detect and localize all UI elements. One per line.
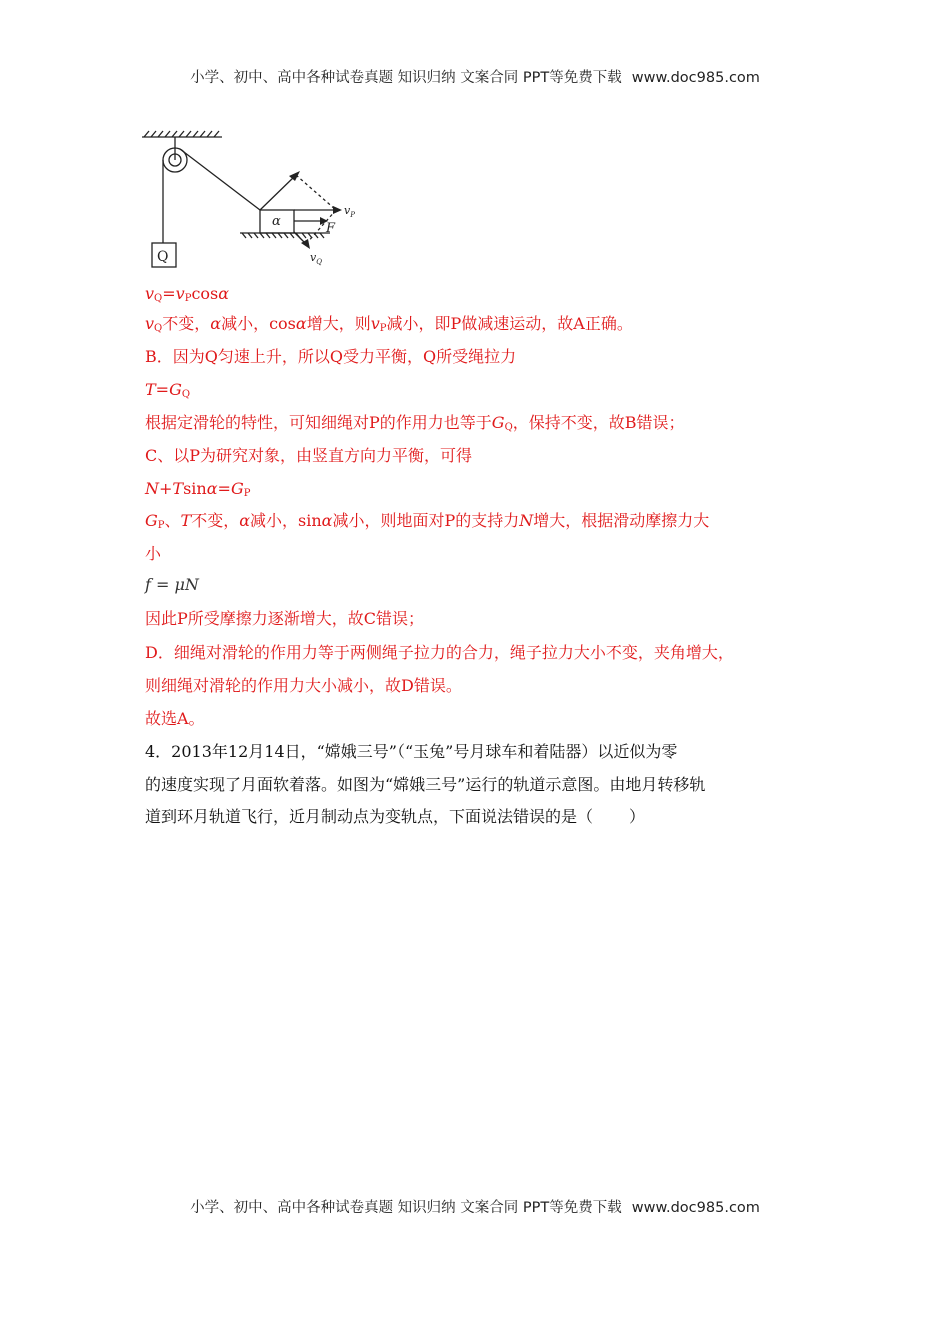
analysis-c-body: $G_P$、T不变，α减小，sinα减小，则地面对P的支持力N增大，根据滑动摩擦力大 <box>145 511 710 531</box>
equation-vq-vp: $v_Q=v_P\cos\alpha$ <box>145 284 230 304</box>
ceiling-hatch <box>144 131 219 137</box>
header-text: 小学、初中、高中各种试卷真题 知识归纳 文案合同 PPT等免费下载 <box>190 70 622 86</box>
page-header <box>0 66 950 87</box>
analysis-d-line1: D．细绳对滑轮的作用力等于两侧绳子拉力的合力，绳子拉力大小不变，夹角增大， <box>145 643 734 662</box>
question-4-line2: 的速度实现了月面软着落。如图为“嫦娥三号”运行的轨道示意图。由地月转移轨 <box>145 775 706 794</box>
analysis-b-conclusion: 根据定滑轮的特性，可知细绳对P的作用力也等于$G_Q$，保持不变，故B错误； <box>145 413 685 433</box>
analysis-c-intro: C、以P为研究对象，由竖直方向力平衡，可得 <box>145 446 473 465</box>
perp-velocity-arrow <box>260 175 296 210</box>
answer-choice: 故选A。 <box>145 709 205 728</box>
label-vp: $v_P$ <box>344 204 355 219</box>
label-q: Q <box>157 249 169 265</box>
label-f: F <box>326 221 336 236</box>
analysis-b-intro: B．因为Q匀速上升，所以Q受力平衡，Q所受绳拉力 <box>145 347 517 366</box>
equation-t-gq: $T=G_Q$ <box>145 380 191 400</box>
dashed-parallel <box>296 175 336 210</box>
equation-friction: f = μN <box>145 575 199 594</box>
question-4-line1: 4．2013年12月14日，“嫦娥三号”（“玉兔”号月球车和着陆器）以近似为零 <box>145 742 678 761</box>
rope-slanted <box>180 149 260 210</box>
analysis-c-wrap: 小 <box>145 544 162 563</box>
label-alpha: α <box>272 214 281 229</box>
pulley-diagram <box>140 128 370 273</box>
analysis-a: $v_Q$不变，α减小，cosα增大，则$v_P$减小，即P做减速运动，故A正确。 <box>145 314 633 334</box>
label-vq: $v_Q$ <box>310 251 322 266</box>
footer-url[interactable]: www.doc985.com <box>631 1200 760 1216</box>
footer-text: 小学、初中、高中各种试卷真题 知识归纳 文案合同 PPT等免费下载 <box>190 1200 622 1216</box>
analysis-d-line2: 则细绳对滑轮的作用力大小减小，故D错误。 <box>145 676 462 695</box>
equation-force-balance: $N+Tsin\alpha=G_P$ <box>145 479 251 499</box>
header-url[interactable]: www.doc985.com <box>631 70 760 86</box>
question-4-line3: 道到环月轨道飞行，近月制动点为变轨点，下面说法错误的是（ ） <box>145 807 646 826</box>
page-footer <box>0 1196 950 1217</box>
vp-arrowhead <box>333 206 342 214</box>
analysis-c-conclusion: 因此P所受摩擦力逐渐增大，故C错误； <box>145 609 425 628</box>
